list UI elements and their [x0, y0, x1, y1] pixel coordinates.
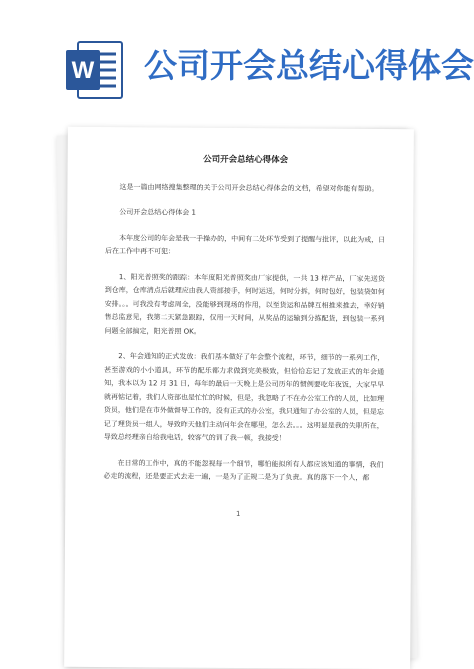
document-page	[64, 127, 414, 669]
section-heading: 公司开会总结心得体会 1	[119, 208, 197, 217]
intro-paragraph: 这是一篇由网络搜集整理的关于公司开会总结心得体会的文档，希望对你能有帮助。	[119, 182, 379, 193]
page-title: 公司开会总结心得体会	[203, 154, 289, 166]
paragraph-4: 在日常的工作中，真的不能忽视每一个细节，哪怕能拟所有人都应该知道的事情，我们必走的流程，还是要正式去走一遍，一是为了正规二是为了负责。真的落下一个人，都	[103, 458, 384, 482]
svg-text:W: W	[71, 57, 95, 84]
word-document-icon	[64, 38, 124, 102]
paragraph-3: 2、年会通知的正式发放：我们基本做好了年会整个流程，环节，细节的一系列工作，甚至游戏的小小道具，环节的配乐都力求做到完美极致，但恰恰忘记了发放正式的年会通知，我本以为 12 月 31 日，每年的最后一天晚上是公司历年的惯例要吃年夜饭，大家早早就再惦记着，我们人资部也是忙忙的时候，但是，我忽略了不在办公室工作的人员，比如理货员，他们是在市外做督导工作的，没有正式的办公室，我只通知了办公室的人员，但是忘记了理货员一组人，导致昨天他们主动问年会在哪里，怎么去。。。这明显是我的失职所在，导致总经理亲自给我电话，较客气的训了我一顿，我接受！	[103, 352, 385, 443]
document-heading: 公司开会总结心得体会	[144, 46, 474, 85]
document-header	[0, 0, 474, 120]
paragraph-1: 本年度公司的年会是我一手操办的，中间有二处环节受到了提醒与批评，以此为戒，日后在工作中再不可犯：	[104, 233, 386, 256]
paragraph-2: 1、阳光普照奖的跟踪：本年度阳光普照奖由厂家提供，一共 13 样产品，厂家先送货到仓库，仓库清点后就理应由我人资部接手，何时运送，何时分拆，何时包好，包装袋如何安排。。。可我没有考虑周全，没能够到现场的作用，以至货运和品牌互相推来推去，幸好销售总监意见，我第二天紧急跟踪，仅用一天时间，从奖品的运输到分拣配货，到包装一系列问题全部搞定，阳光普照 OK。	[104, 272, 385, 336]
page-number: 1	[235, 509, 241, 519]
page-content	[103, 153, 385, 497]
